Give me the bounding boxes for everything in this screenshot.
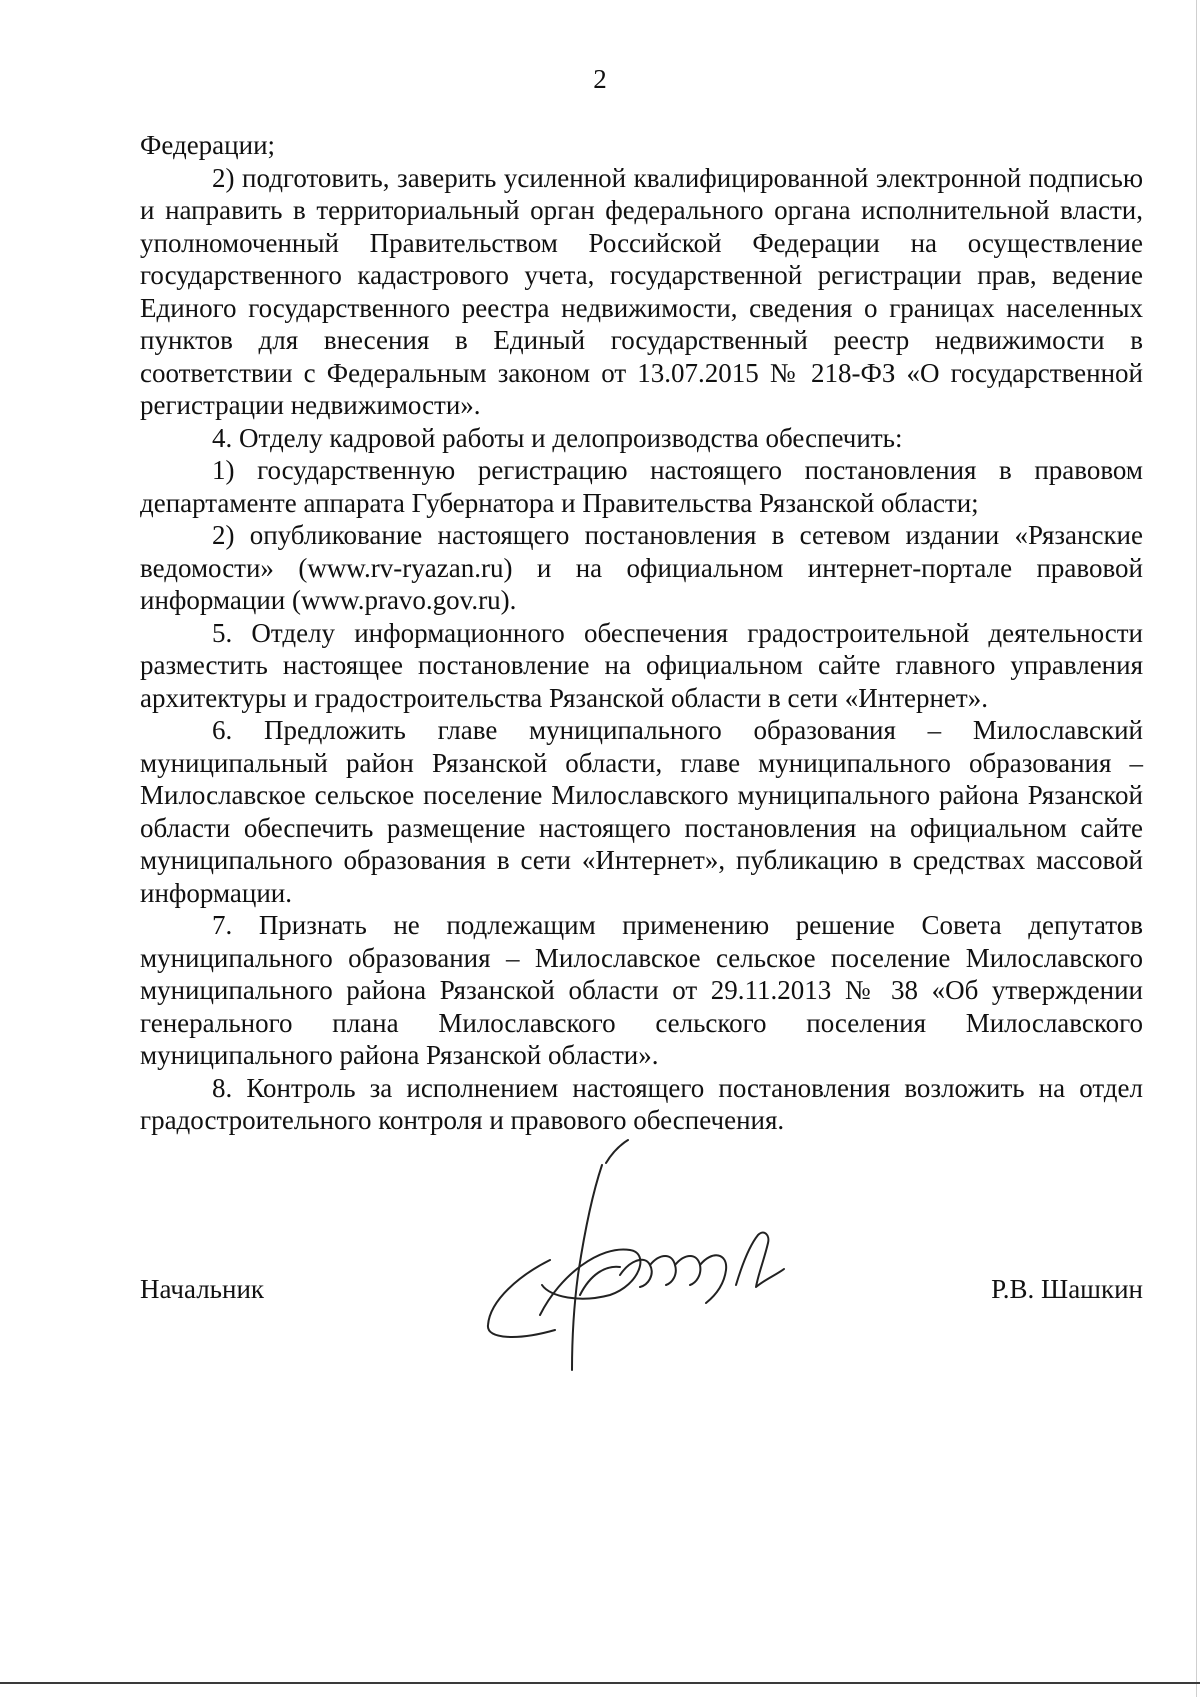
paragraph-item-8: 8. Контроль за исполнением настоящего постановления возложить на отдел градостроительного контроля и правового обеспечения. xyxy=(140,1072,1143,1135)
signatory-title: Начальник xyxy=(140,1274,265,1304)
paragraph-item-7: 7. Признать не подлежащим применению решение Совета депутатов муниципального образования – Милославское сельское поселение Милославского муниципального района Рязанской области от 29.11.2013 № 38 «Об утверждении генерального плана Милославского сельского поселения Милославского муниципального района Рязанской области». xyxy=(140,910,1143,1070)
page-number: 2 xyxy=(593,64,607,94)
paragraph-item-4-2: 2) опубликование настоящего постановления в сетевом издании «Рязанские ведомости» (www.rv-ryazan.ru) и на официальном интернет-портале правовой информации (www.pravo.gov.ru). xyxy=(140,520,1143,615)
paragraph-item-4: 4. Отделу кадровой работы и делопроизводства обеспечить: xyxy=(212,422,903,453)
paragraph-item-4-1: 1) государственную регистрацию настоящего постановления в правовом департаменте аппарата Губернатора и Правительства Рязанской области; xyxy=(140,455,1143,518)
paragraph-item-6: 6. Предложить главе муниципального образования – Милославский муниципальный район Рязанской области, главе муниципального образования – Милославское сельское поселение Милославского муниципального района Рязанской области обеспечить размещение настоящего постановления на официальном сайте муниципального образования в сети «Интернет», публикацию в средствах массовой информации. xyxy=(140,715,1143,908)
scan-edge-line xyxy=(1196,0,1197,1697)
signatory-name: Р.В. Шашкин xyxy=(991,1274,1143,1304)
handwritten-signature xyxy=(480,1125,840,1385)
document-body xyxy=(140,129,1143,1137)
signature-block xyxy=(140,1274,1143,1314)
scan-bottom-edge xyxy=(0,1682,1200,1684)
paragraph-item-5: 5. Отделу информационного обеспечения градостроительной деятельности разместить настоящее постановление на официальном сайте главного управления архитектуры и градостроительства Рязанской области в сети «Интернет». xyxy=(140,617,1143,713)
paragraph-continuation: Федерации; xyxy=(140,130,276,160)
paragraph-item-2: 2) подготовить, заверить усиленной квалифицированной электронной подписью и направить в территориальный орган федерального органа исполнительной власти, уполномоченный Правительством Российской Федерации на осуществление государственного кадастрового учета, государственной регистрации прав, ведение Единого государственного реестра недвижимости, сведения о границах населенных пунктов для внесения в Единый государственный реестр недвижимости в соответствии с Федеральным законом от 13.07.2015 № 218-ФЗ «О государственной регистрации недвижимости». xyxy=(140,162,1143,420)
